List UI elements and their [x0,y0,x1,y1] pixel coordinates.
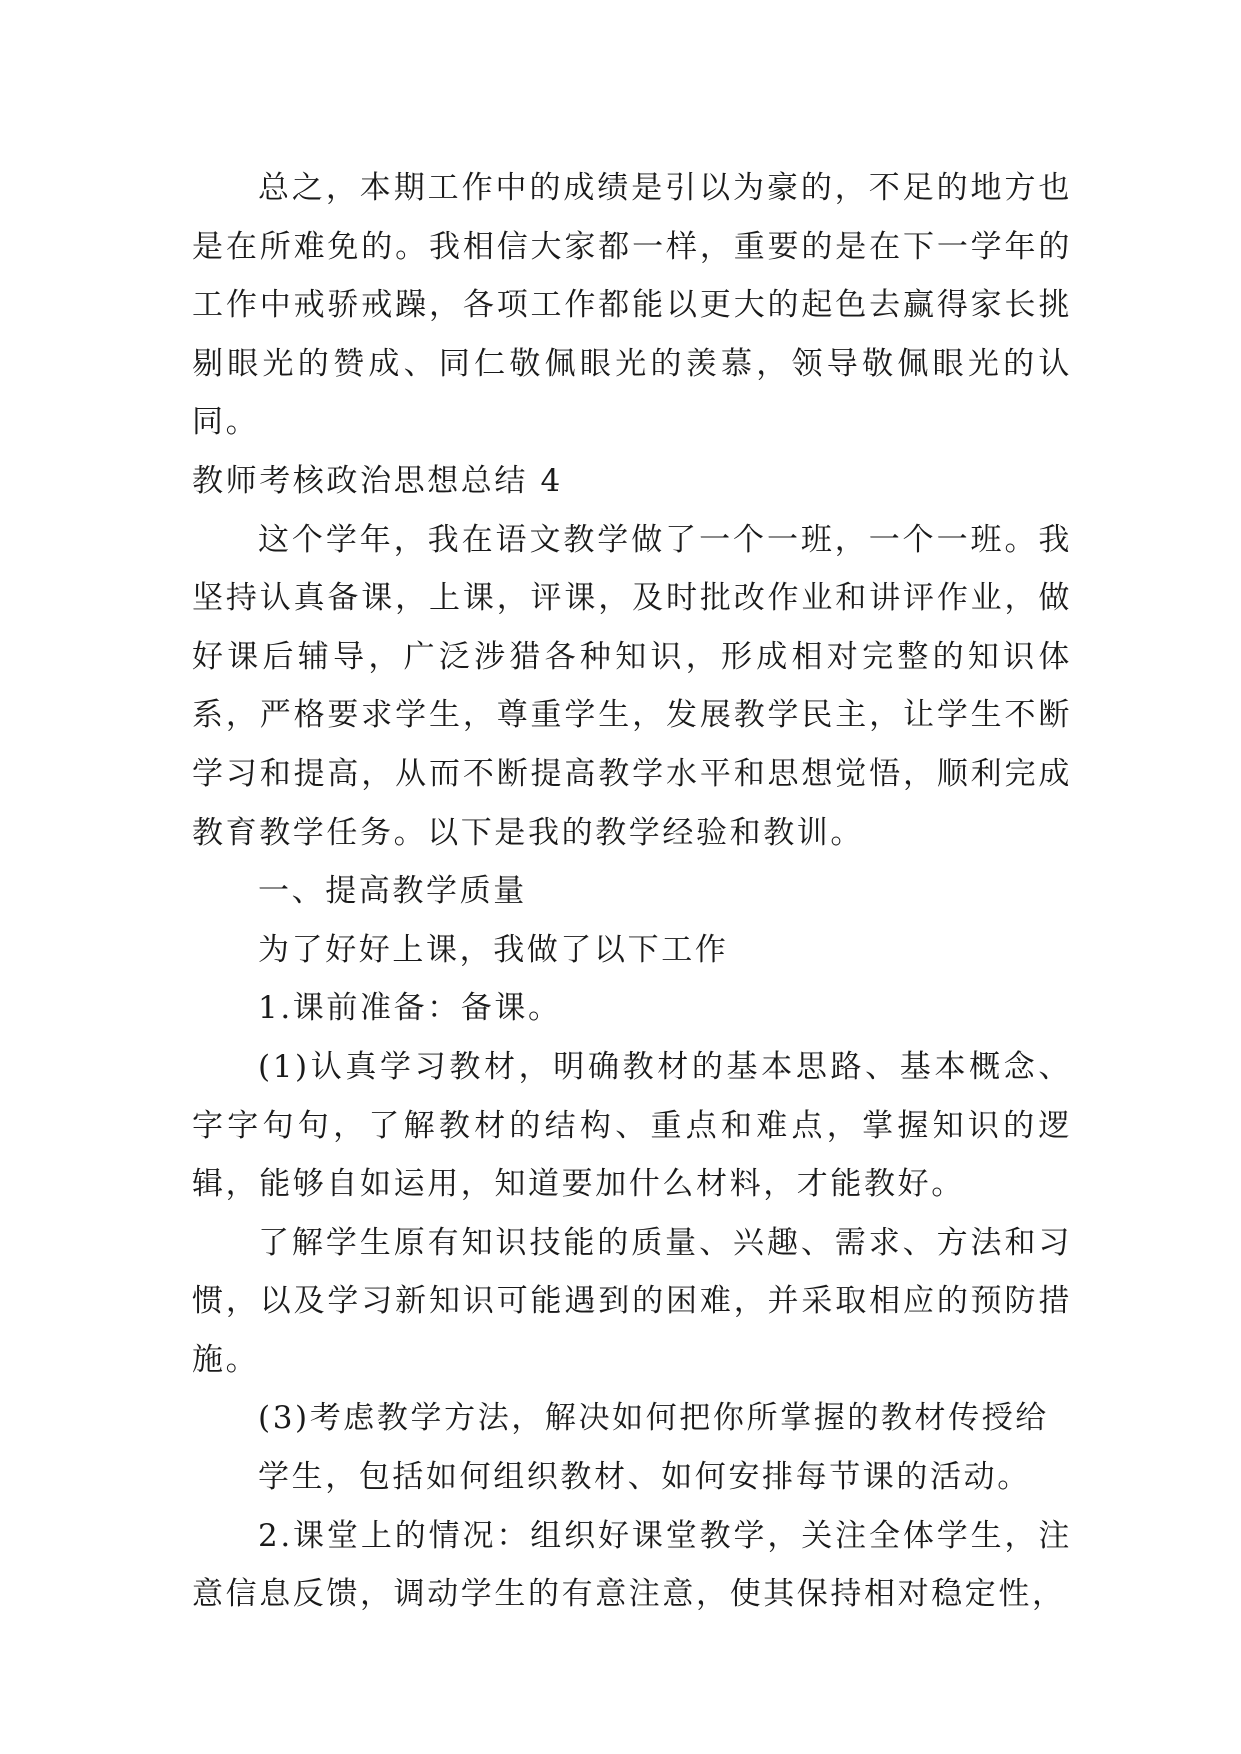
list-item-1: 1.课前准备：备课。 [258,990,562,1027]
list-item-1-1: (1)认真学习教材，明确教材的基本思路、基本概念、字字句句，了解教材的结构、重点和难点，掌握知识的逻辑，能够自如运用，知道要加什么材料，才能教好。 [192,1048,1072,1203]
list-item-1-3: (3)考虑教学方法，解决如何把你所掌握的教材传授给 [258,1400,1049,1437]
paragraph-students: 了解学生原有知识技能的质量、兴趣、需求、方法和习惯，以及学习新知识可能遇到的困难，并采取相应的预防措施。 [192,1224,1072,1378]
document-body [192,159,1072,1624]
list-item-2: 2.课堂上的情况：组织好课堂教学，关注全体学生，注意信息反馈，调动学生的有意注意，使其保持相对稳定性， [192,1517,1072,1613]
paragraph-summary: 总之，本期工作中的成绩是引以为豪的，不足的地方也是在所难免的。我相信大家都一样，重要的是在下一学年的工作中戒骄戒躁，各项工作都能以更大的起色去赢得家长挑剔眼光的赞成、同仁敬佩眼光的羡慕，领导敬佩眼光的认同。 [192,170,1072,441]
list-item-1-3-continued: 学生，包括如何组织教材、如何安排每节课的活动。 [258,1459,1031,1496]
subheading-teaching-quality: 一、提高教学质量 [258,873,527,910]
section-title: 教师考核政治思想总结 4 [192,462,563,499]
paragraph-intro: 这个学年，我在语文教学做了一个一班，一个一班。我坚持认真备课，上课，评课，及时批改作业和讲评作业，做好课后辅导，广泛涉猎各种知识，形成相对完整的知识体系，严格要求学生，尊重学生，发展教学民主，让学生不断学习和提高，从而不断提高教学水平和思想觉悟，顺利完成教育教学任务。以下是我的教学经验和教训。 [192,521,1072,851]
paragraph-work-list: 为了好好上课，我做了以下工作 [258,931,729,968]
